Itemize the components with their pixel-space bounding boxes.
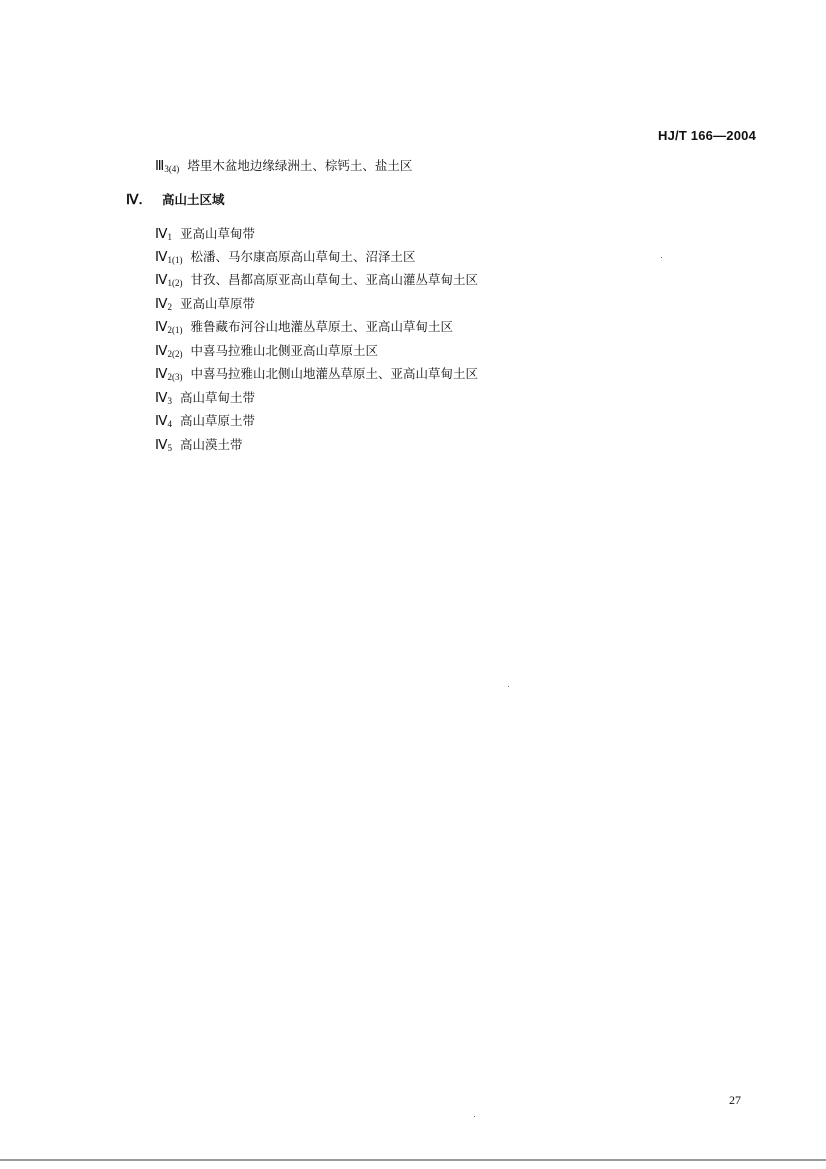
item-code: $Ⅲ_{3(4)}$ <box>155 158 180 174</box>
region-heading-iv <box>126 192 224 208</box>
item-label: 高山草原土带 <box>179 413 255 428</box>
item-code: $Ⅳ_{1(1)}$ <box>155 249 183 265</box>
item-label: 亚高山草甸带 <box>179 226 255 241</box>
list-item <box>155 226 255 245</box>
list-item <box>155 437 242 456</box>
list-item <box>155 343 378 362</box>
item-code: $Ⅳ_{2(2)}$ <box>155 343 183 359</box>
list-item <box>155 413 255 432</box>
item-label: 中喜马拉雅山北侧山地灌丛草原土、亚高山草甸土区 <box>190 366 478 381</box>
item-label: 高山草甸土带 <box>179 390 255 405</box>
scan-speck <box>474 1116 475 1117</box>
item-code: $Ⅳ_{2(1)}$ <box>155 319 183 335</box>
list-item-iii-3-4 <box>155 158 412 177</box>
item-code: $Ⅳ_3$ <box>155 390 172 406</box>
item-label: 雅鲁藏布河谷山地灌丛草原土、亚高山草甸土区 <box>190 319 453 334</box>
item-code: $Ⅳ_5$ <box>155 437 172 453</box>
region-label: 高山土区域 <box>161 192 225 207</box>
list-item <box>155 249 415 268</box>
page-bottom-rule <box>0 1159 826 1161</box>
item-code: $Ⅳ_1$ <box>155 226 172 242</box>
item-code: $Ⅳ_{1(2)}$ <box>155 272 183 288</box>
list-item <box>155 366 478 385</box>
item-label: 松潘、马尔康高原高山草甸土、沼泽土区 <box>190 249 416 264</box>
item-label: 甘孜、昌都高原亚高山草甸土、亚高山灌丛草甸土区 <box>190 272 478 287</box>
item-label: 塔里木盆地边缘绿洲土、棕钙土、盐土区 <box>187 158 413 173</box>
list-item <box>155 272 478 291</box>
item-code: $Ⅳ_2$ <box>155 296 172 312</box>
page-number: 27 <box>729 1093 741 1107</box>
scan-speck <box>508 686 509 687</box>
list-item <box>155 319 453 338</box>
region-code: Ⅳ． <box>126 192 152 207</box>
item-code: $Ⅳ_{2(3)}$ <box>155 366 183 382</box>
list-item <box>155 296 255 315</box>
item-label: 亚高山草原带 <box>179 296 255 311</box>
standard-code: HJ/T 166—2004 <box>658 128 756 143</box>
item-code: $Ⅳ_4$ <box>155 413 172 429</box>
list-item <box>155 390 255 409</box>
item-label: 中喜马拉雅山北侧亚高山草原土区 <box>190 343 378 358</box>
item-label: 高山漠土带 <box>179 437 243 452</box>
scan-speck <box>661 257 662 258</box>
